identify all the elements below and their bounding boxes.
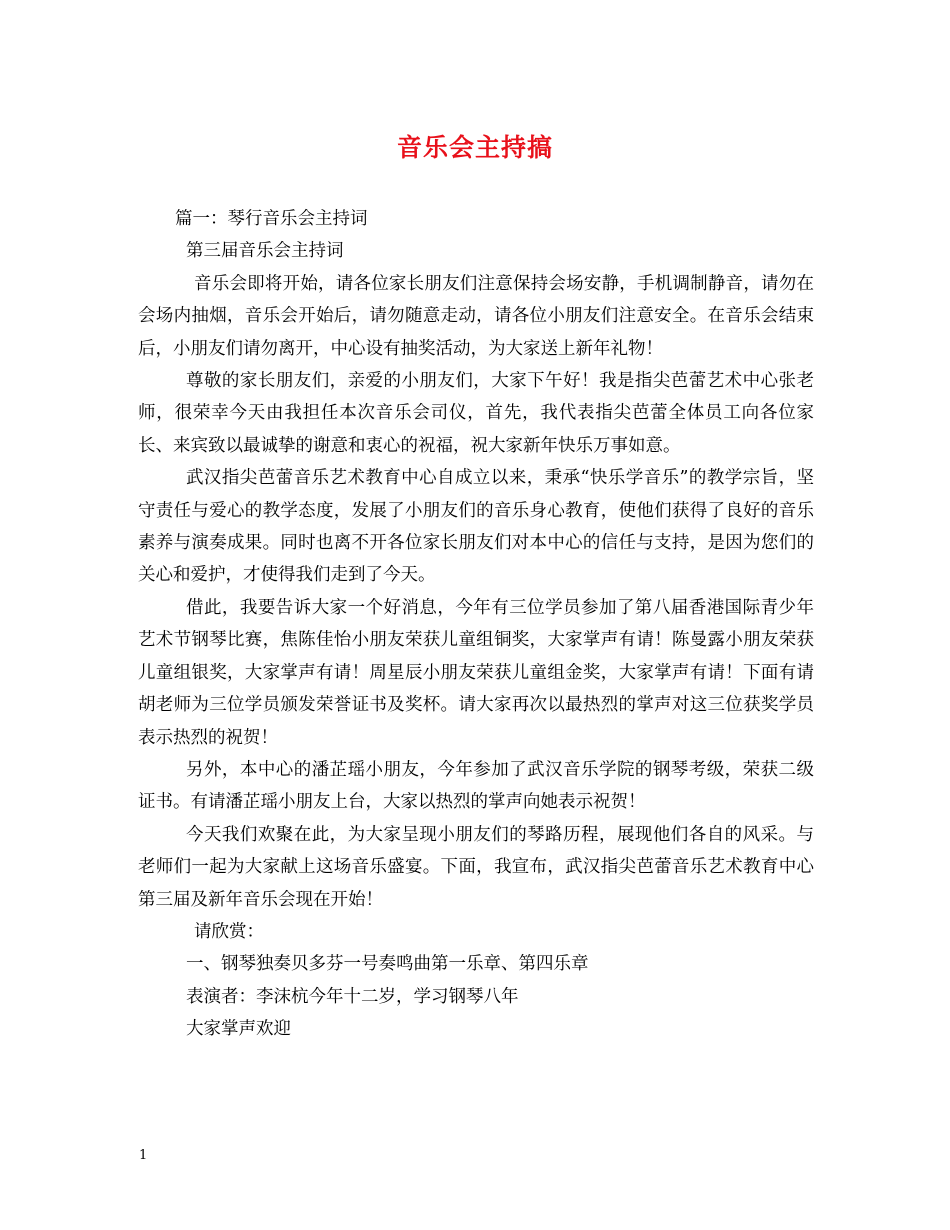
document-body [138,203,814,1046]
program-performer: 表演者：李沫杭今年十二岁，学习钢琴八年 [186,986,519,1007]
paragraph-greeting: 尊敬的家长朋友们，亲爱的小朋友们，大家下午好！我是指尖芭蕾艺术中心张老师，很荣幸今天由我担任本次音乐会司仪，首先，我代表指尖芭蕾全体员工向各位家长、来宾致以最诚挚的谢意和衷心的祝福，祝大家新年快乐万事如意。 [138,371,814,456]
program-heading: 请欣赏： [194,921,264,942]
section-heading: 篇一：琴行音乐会主持词 [175,209,368,229]
program-applause: 大家掌声欢迎 [186,1019,291,1040]
subsection-heading: 第三届音乐会主持词 [186,241,344,262]
paragraph-awards: 借此，我要告诉大家一个好消息，今年有三位学员参加了第八届香港国际青少年艺术节钢琴比赛，焦陈佳怡小朋友荣获儿童组铜奖，大家掌声有请！陈曼露小朋友荣获儿童组银奖，大家掌声有请！周星辰小朋友荣获儿童组金奖，大家掌声有请！下面有请胡老师为三位学员颁发荣誉证书及奖杯。请大家再次以最热烈的掌声对这三位获奖学员表示热烈的祝贺！ [138,597,814,748]
paragraph-opening: 今天我们欢聚在此，为大家呈现小朋友们的琴路历程，展现他们各自的风采。与老师们一起为大家献上这场音乐盛宴。下面，我宣布，武汉指尖芭蕾音乐艺术教育中心第三届及新年音乐会现在开始！ [138,824,814,910]
paragraph-introduction: 武汉指尖芭蕾音乐艺术教育中心自成立以来，秉承“快乐学音乐”的教学宗旨，坚守责任与爱心的教学态度，发展了小朋友们的音乐身心教育，使他们获得了良好的音乐素养与演奏成果。同时也离不开各位家长朋友们对本中心的信任与支持，是因为您们的关心和爱护，才使得我们走到了今天。 [138,468,814,586]
document-title: 音乐会主持搞 [396,133,553,162]
program-item: 一、钢琴独奏贝多芬一号奏鸣曲第一乐章、第四乐章 [186,954,589,975]
paragraph-notice: 音乐会即将开始，请各位家长朋友们注意保持会场安静，手机调制静音，请勿在会场内抽烟，音乐会开始后，请勿随意走动，请各位小朋友们注意安全。在音乐会结束后，小朋友们请勿离开，中心设有抽奖活动，为大家送上新年礼物！ [138,273,814,359]
paragraph-certificate: 另外，本中心的潘芷瑶小朋友，今年参加了武汉音乐学院的钢琴考级，荣获二级证书。有请潘芷瑶小朋友上台，大家以热烈的掌声向她表示祝贺！ [138,759,814,813]
page-number: 1 [139,1148,148,1163]
